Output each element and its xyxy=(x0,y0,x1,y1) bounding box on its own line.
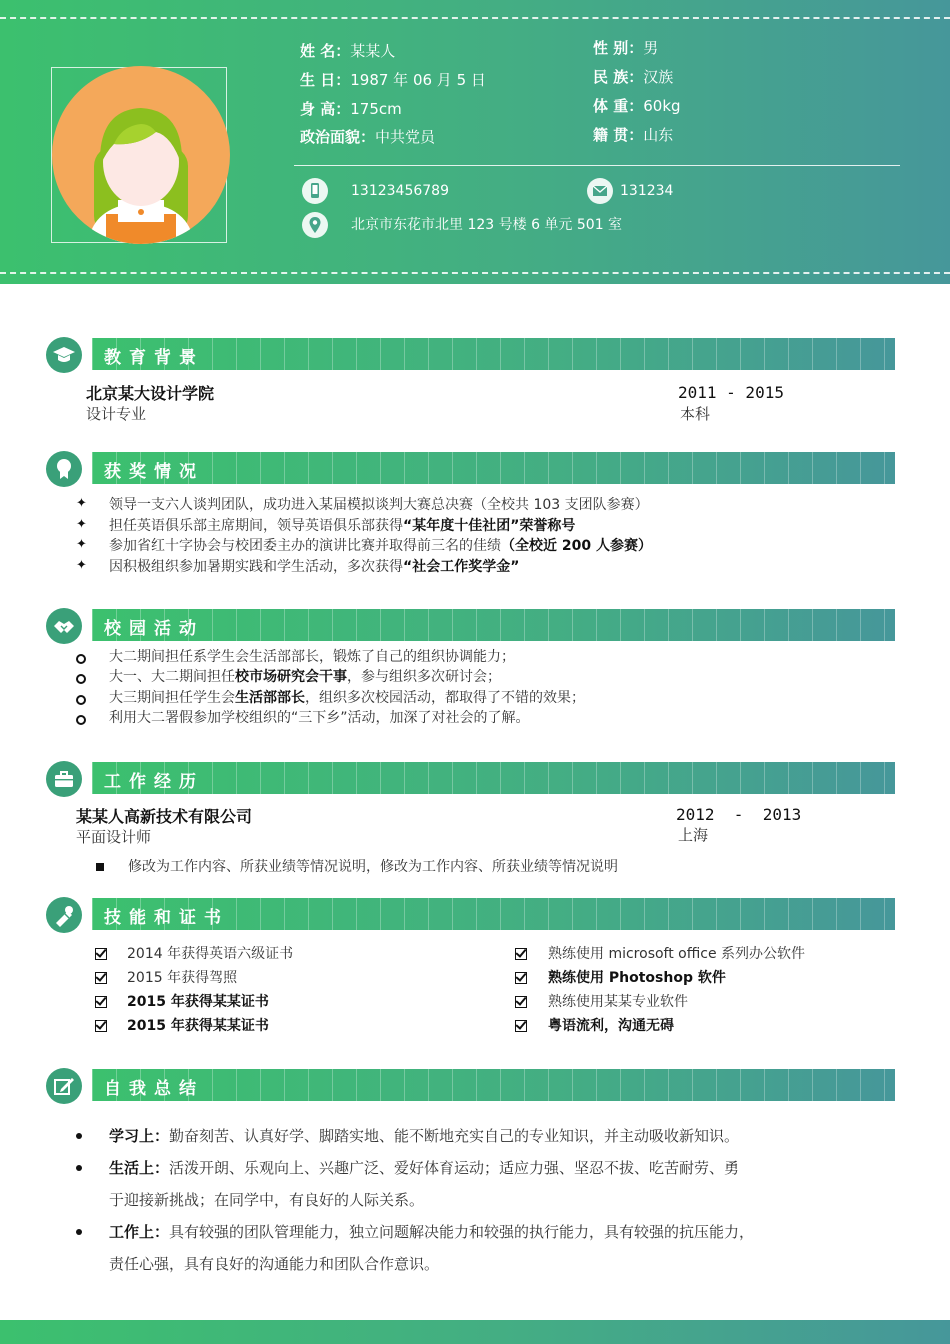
work-period: 2012 - 2013 xyxy=(676,805,802,824)
campus-bullet-ring-icon xyxy=(76,715,86,725)
work-position: 平面设计师 xyxy=(76,828,152,846)
avatar xyxy=(52,66,230,244)
handshake-icon xyxy=(46,608,82,644)
address-value: 北京市东花市北里 123 号楼 6 单元 501 室 xyxy=(351,217,623,233)
work-description: 修改为工作内容、所获业绩等情况说明，修改为工作内容、所获业绩等情况说明 xyxy=(128,859,618,875)
summary-work: 工作上：具有较强的团队管理能力，独立问题解决能力和较强的执行能力，具有较强的抗压能力， xyxy=(109,1223,755,1241)
check-icon xyxy=(95,996,107,1008)
info-height-label: 身 高： xyxy=(300,100,351,118)
info-politics-value: 中共党员 xyxy=(375,128,436,146)
check-icon xyxy=(95,972,107,984)
header-bottom-dashed-line xyxy=(0,272,950,274)
work-company: 某某人高新技术有限公司 xyxy=(76,807,253,826)
edu-period: 2011 - 2015 xyxy=(678,383,784,402)
briefcase-icon xyxy=(46,761,82,797)
summary-life: 生活上：活泼开朗、乐观向上、兴趣广泛、爱好体育运动；适应力强、坚忍不拔、吃苦耐劳、勇 xyxy=(109,1159,740,1177)
section-header-skills xyxy=(92,898,895,930)
summary-study: 学习上：勤奋刻苦、认真好学、脚踏实地、能不断地充实自己的专业知识，并主动吸收新知识。 xyxy=(109,1127,740,1145)
section-header-work xyxy=(92,762,895,794)
section-title-campus: 校园活动 xyxy=(104,619,204,639)
info-weight-label: 体 重： xyxy=(593,97,644,115)
medal-icon xyxy=(46,451,82,487)
award-bullet-star-icon: ✦ xyxy=(76,537,87,552)
summary-bullet-dot-icon xyxy=(76,1133,82,1139)
award-item: 担任英语俱乐部主席期间，领导英语俱乐部获得“某年度十佳社团”荣誉称号 xyxy=(109,518,576,534)
summary-bullet-dot-icon xyxy=(76,1165,82,1171)
info-height xyxy=(300,99,402,119)
info-origin-value: 山东 xyxy=(643,126,674,144)
skill-left-item: 2015 年获得某某证书 xyxy=(127,1018,269,1034)
section-header-campus xyxy=(92,609,895,641)
info-gender-value: 男 xyxy=(643,39,659,57)
campus-bullet-ring-icon xyxy=(76,654,86,664)
email-value: 131234 xyxy=(620,183,674,199)
summary-bullet-dot-icon xyxy=(76,1229,82,1235)
info-origin-label: 籍 贯： xyxy=(593,126,644,144)
skill-right-item: 熟练使用某某专业软件 xyxy=(548,994,688,1010)
info-origin xyxy=(593,125,673,145)
info-height-value: 175cm xyxy=(350,100,402,118)
info-weight xyxy=(593,96,681,116)
campus-item: 大二期间担任系学生会生活部部长，锻炼了自己的组织协调能力； xyxy=(109,649,515,665)
check-icon xyxy=(95,1020,107,1032)
skill-right-item: 粤语流利，沟通无碍 xyxy=(548,1018,674,1034)
skill-left-item: 2014 年获得英语六级证书 xyxy=(127,946,294,962)
award-bullet-star-icon: ✦ xyxy=(76,496,87,511)
graduation-cap-icon xyxy=(46,337,82,373)
phone-icon xyxy=(302,178,328,204)
campus-bullet-ring-icon xyxy=(76,674,86,684)
info-weight-value: 60kg xyxy=(643,97,681,115)
footer-bar xyxy=(0,1320,950,1344)
skill-right-item: 熟练使用 Photoshop 软件 xyxy=(548,970,726,986)
header-top-dashed-line xyxy=(0,17,950,19)
skill-left-item: 2015 年获得驾照 xyxy=(127,970,238,986)
summary-life-cont: 于迎接新挑战；在同学中，有良好的人际关系。 xyxy=(109,1191,425,1209)
campus-item: 利用大二署假参加学校组织的“三下乡”活动，加深了对社会的了解。 xyxy=(109,710,530,726)
info-name-value: 某某人 xyxy=(350,42,396,60)
header-separator xyxy=(294,165,900,166)
info-ethnic xyxy=(593,67,673,87)
info-name-label: 姓 名： xyxy=(300,42,351,60)
section-title-skills: 技能和证书 xyxy=(104,908,229,928)
info-gender-label: 性 别： xyxy=(593,39,644,57)
phone-number: 13123456789 xyxy=(351,183,449,199)
check-icon xyxy=(515,972,527,984)
check-icon xyxy=(515,996,527,1008)
section-header-summary xyxy=(92,1069,895,1101)
summary-work-cont: 责任心强，具有良好的沟通能力和团队合作意识。 xyxy=(109,1255,440,1273)
check-icon xyxy=(95,948,107,960)
edu-school: 北京某大设计学院 xyxy=(86,384,215,403)
info-birth-label: 生 日： xyxy=(300,71,351,89)
info-birth-value: 1987 年 06 月 5 日 xyxy=(350,71,486,89)
award-item: 因积极组织参加暑期实践和学生活动，多次获得“社会工作奖学金” xyxy=(109,559,520,575)
award-bullet-star-icon: ✦ xyxy=(76,517,87,532)
work-city: 上海 xyxy=(678,826,709,844)
award-item: 领导一支六人谈判团队，成功进入某届模拟谈判大赛总决赛（全校共 103 支团队参赛） xyxy=(109,497,649,513)
skill-left-item: 2015 年获得某某证书 xyxy=(127,994,269,1010)
info-gender xyxy=(593,38,658,58)
info-name xyxy=(300,41,395,61)
info-politics xyxy=(300,127,435,147)
campus-item: 大三期间担任学生会生活部部长，组织多次校园活动，都取得了不错的效果； xyxy=(109,690,585,706)
skill-right-item: 熟练使用 microsoft office 系列办公软件 xyxy=(548,946,806,962)
section-header-education xyxy=(92,338,895,370)
mail-icon xyxy=(587,178,613,204)
section-title-awards: 获奖情况 xyxy=(104,462,204,482)
edu-major: 设计专业 xyxy=(86,405,147,423)
certificate-icon xyxy=(46,897,82,933)
section-title-summary: 自我总结 xyxy=(104,1079,204,1099)
section-title-education: 教育背景 xyxy=(104,348,204,368)
header-banner xyxy=(0,0,950,284)
check-icon xyxy=(515,948,527,960)
campus-bullet-ring-icon xyxy=(76,695,86,705)
info-politics-label: 政治面貌： xyxy=(300,128,376,146)
info-ethnic-label: 民 族： xyxy=(593,68,644,86)
info-ethnic-value: 汉族 xyxy=(643,68,674,86)
check-icon xyxy=(515,1020,527,1032)
award-bullet-star-icon: ✦ xyxy=(76,558,87,573)
campus-item: 大一、大二期间担任校市场研究会干事，参与组织多次研讨会； xyxy=(109,669,501,685)
info-birth xyxy=(300,70,486,90)
edu-degree: 本科 xyxy=(680,405,711,423)
section-header-awards xyxy=(92,452,895,484)
section-title-work: 工作经历 xyxy=(104,772,204,792)
work-bullet-square-icon xyxy=(96,863,104,871)
award-item: 参加省红十字协会与校团委主办的演讲比赛并取得前三名的佳绩（全校近 200 人参赛） xyxy=(109,538,652,554)
location-icon xyxy=(302,212,328,238)
edit-icon xyxy=(46,1068,82,1104)
